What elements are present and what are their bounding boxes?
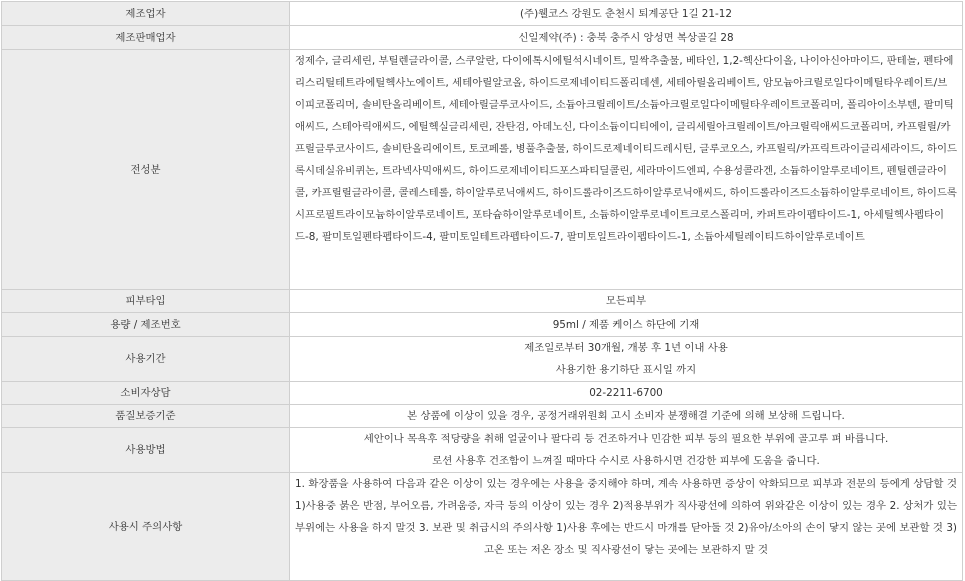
label-quality-assurance: 품질보증기준 [2, 405, 290, 428]
table-row-distributor [2, 26, 963, 50]
directions-line-1: 세안이나 목욕후 적당량을 취해 얼굴이나 팔다리 등 건조하거나 민감한 피부 등의 필요한 부위에 골고루 펴 바릅니다. [363, 433, 889, 445]
table-row-volume [2, 313, 963, 337]
label-ingredients: 전성분 [2, 50, 290, 290]
product-info-table [1, 1, 963, 581]
table-row-quality-assurance [2, 405, 963, 428]
table-row-manufacturer [2, 2, 963, 26]
value-consumer-contact: 02-2211-6700 [290, 382, 963, 405]
directions-line-2: 로션 사용후 건조함이 느껴질 때마다 수시로 사용하시면 건강한 피부에 도움을 줍니다. [432, 455, 820, 467]
label-manufacturer: 제조업자 [2, 2, 290, 26]
value-volume: 95ml / 제품 케이스 하단에 기재 [290, 313, 963, 337]
value-skin-type: 모든피부 [290, 290, 963, 313]
table-row-skin-type [2, 290, 963, 313]
value-quality-assurance: 본 상품에 이상이 있을 경우, 공정거래위원회 고시 소비자 분쟁해결 기준에 의해 보상해 드립니다. [290, 405, 963, 428]
value-precautions: 1. 화장품을 사용하여 다음과 같은 이상이 있는 경우에는 사용을 중지해야 하며, 계속 사용하면 증상이 악화되므로 피부과 전문의 등에게 상담할 것 1)사용중 붉은 반점, 부어오름, 가려움증, 자극 등의 이상이 있는 경우 2)적용부위가 직사광선에 의하여 위와같은 이상이 있는 경우 2. 상처가 있는 부위에는 사용을 하지 말것 3. 보관 및 취급시의 주의사항 1)사용 후에는 반드시 마개를 닫아둘 것 2)유아/소아의 손이 닿지 않는 곳에 보관할 것 3) 고온 또는 저온 장소 및 직사광선이 닿는 곳에는 보관하지 말 것 [290, 473, 963, 581]
label-skin-type: 피부타입 [2, 290, 290, 313]
usage-period-line-2: 사용기한 용기하단 표시일 까지 [555, 364, 697, 376]
value-usage-period [290, 337, 963, 382]
usage-period-line-1: 제조일로부터 30개월, 개봉 후 1년 이내 사용 [524, 342, 728, 354]
table-row-ingredients [2, 50, 963, 290]
value-manufacturer: (주)웰코스 강원도 춘천시 퇴계공단 1길 21-12 [290, 2, 963, 26]
table-row-usage-period [2, 337, 963, 382]
label-usage-period: 사용기간 [2, 337, 290, 382]
label-consumer-contact: 소비자상담 [2, 382, 290, 405]
value-directions [290, 428, 963, 473]
label-volume: 용량 / 제조번호 [2, 313, 290, 337]
table-row-precautions [2, 473, 963, 581]
value-ingredients: 정제수, 글리세린, 부틸렌글라이콜, 스쿠알란, 다이에톡시에틸석시네이트, 밀싹추출물, 베타인, 1,2-헥산다이올, 나이아신아마이드, 판테놀, 펜타에리스리틸테트라에틸헥사노에이트, 세테아릴알코올, 하이드로제네이티드폴리데센, 세테아릴올리베이트, 암모늄아크릴로일다이메틸타우레이트/브이피코폴리머, 솔비탄올리베이트, 세테아릴글루코사이드, 소듐아크릴레이트/소듐아크릴로일다이메틸타우레이트코폴리머, 폴리아이소부텐, 팔미틱애씨드, 스테아릭애씨드, 에틸헥실글리세린, 잔탄검, 아데노신, 다이소듐이디티에이, 글리세릴아크릴레이트/아크릴릭애씨드코폴리머, 카프릴릴/카프릴글루코사이드, 솔비탄올리에이트, 토코페롤, 병풀추출물, 하이드로제네이티드레시틴, 글루코오스, 카프릴릭/카프릭트라이글리세라이드, 하이드록시데실유비퀴논, 트라넥사믹애씨드, 하이드로제네이티드포스파티딜콜린, 세라마이드엔피, 수용성콜라겐, 소듐하이알루로네이트, 펜틸렌글라이콜, 카프릴릴글라이콜, 콜레스테롤, 하이알루로닉애씨드, 하이드롤라이즈드하이알루로닉애씨드, 하이드롤라이즈드소듐하이알루로네이트, 하이드록시프로필트라이모늄하이알루로네이트, 포타슘하이알루로네이트, 소듐하이알루로네이트크로스폴리머, 카퍼트라이펩타이드-1, 아세틸헥사펩타이드-8, 팔미토일펜타펩타이드-4, 팔미토일테트라펩타이드-7, 팔미토일트라이펩타이드-1, 소듐아세틸레이티드하이알루로네이트 [290, 50, 963, 290]
table-row-directions [2, 428, 963, 473]
value-distributor: 신일제약(주) : 충북 충주시 앙성면 복상골길 28 [290, 26, 963, 50]
table-row-consumer-contact [2, 382, 963, 405]
label-distributor: 제조판매업자 [2, 26, 290, 50]
label-precautions: 사용시 주의사항 [2, 473, 290, 581]
label-directions: 사용방법 [2, 428, 290, 473]
